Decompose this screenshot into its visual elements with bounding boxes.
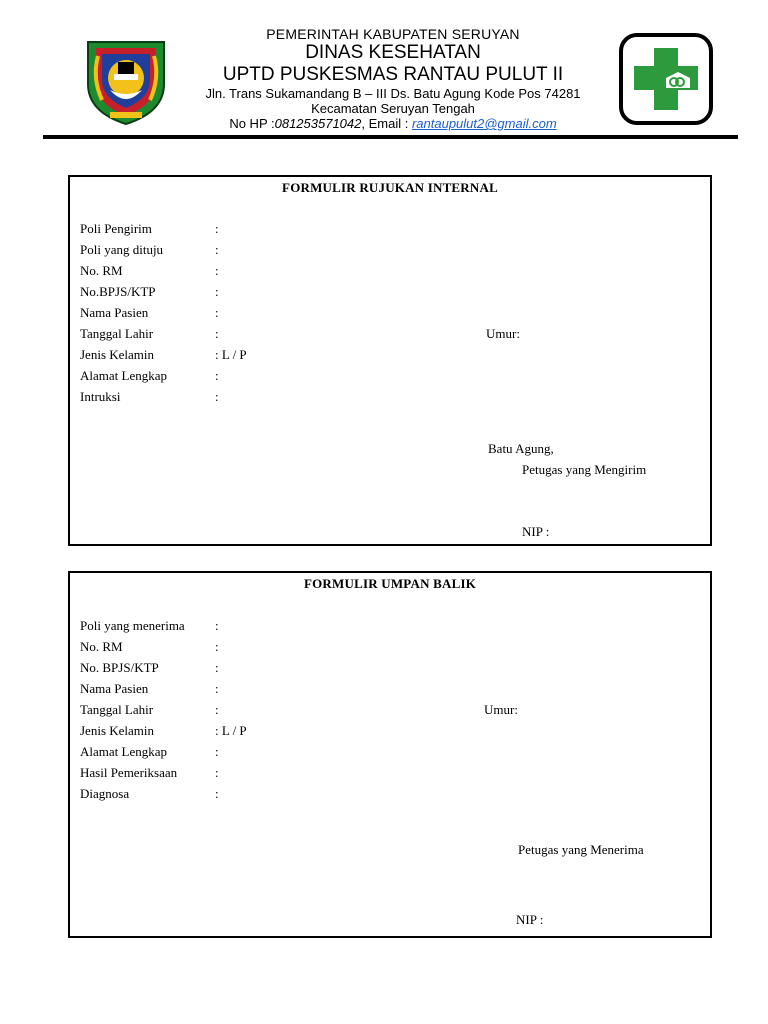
field-label: Diagnosa (80, 786, 130, 801)
field-label: Jenis Kelamin (80, 347, 155, 362)
field-value: : (215, 221, 219, 236)
letterhead (0, 0, 768, 140)
field-label: Poli yang dituju (80, 242, 164, 257)
field-label: No.BPJS/KTP (80, 284, 156, 299)
field-label: Nama Pasien (80, 681, 149, 696)
age-label: Umur: (486, 326, 520, 341)
field-label: Nama Pasien (80, 305, 149, 320)
field-label: Tanggal Lahir (80, 702, 154, 717)
field-value: : (215, 639, 219, 654)
field-label: Tanggal Lahir (80, 326, 154, 341)
feedback-form (68, 571, 712, 938)
field-value: : (215, 368, 219, 383)
regency-emblem-icon (80, 38, 172, 126)
feedback-form-title: FORMULIR UMPAN BALIK (303, 576, 477, 591)
field-value: : (215, 786, 219, 801)
field-value: : (215, 765, 219, 780)
field-label: No. RM (80, 639, 123, 654)
field-value: : (215, 618, 219, 633)
address-line-1: Jln. Trans Sukamandang B – III Ds. Batu Agung Kode Pos 74281 (205, 86, 581, 101)
puskesmas-cross-icon (618, 32, 714, 126)
email-link[interactable]: rantaupulut2@gmail.com (411, 116, 557, 131)
nip-label: NIP : (522, 524, 550, 539)
field-label: Alamat Lengkap (80, 368, 167, 383)
field-value: : (215, 326, 219, 341)
field-value: : (215, 389, 219, 404)
field-label: No. RM (80, 263, 123, 278)
field-label: Intruksi (80, 389, 121, 404)
field-label: Jenis Kelamin (80, 723, 155, 738)
field-value: : (215, 242, 219, 257)
field-value: : L / P (215, 347, 247, 362)
field-value: : (215, 681, 219, 696)
field-value: : (215, 263, 219, 278)
referral-form-title: FORMULIR RUJUKAN INTERNAL (282, 180, 498, 195)
field-label: Hasil Pemeriksaan (80, 765, 178, 780)
age-label: Umur: (484, 702, 518, 717)
field-label: Poli Pengirim (80, 221, 152, 236)
nip-label: NIP : (516, 912, 544, 927)
field-value: : (215, 305, 219, 320)
field-value: : (215, 744, 219, 759)
address-line-2: Kecamatan Seruyan Tengah (311, 101, 475, 116)
place-date: Batu Agung, (488, 441, 554, 456)
field-value: : (215, 660, 219, 675)
contact-line (170, 116, 616, 131)
phone-label: No HP : (229, 116, 275, 131)
sender-signature-label: Petugas yang Mengirim (522, 462, 647, 477)
unit-name: UPTD PUSKESMAS RANTAU PULUT II (222, 64, 564, 85)
email-label: , Email : (361, 116, 412, 131)
receiver-signature-label: Petugas yang Menerima (518, 842, 644, 857)
header-divider (43, 135, 738, 139)
government-name: PEMERINTAH KABUPATEN SERUYAN (266, 26, 520, 42)
field-label: No. BPJS/KTP (80, 660, 159, 675)
referral-form (68, 175, 712, 546)
phone-number: 081253571042 (274, 116, 362, 131)
field-value: : (215, 284, 219, 299)
department-name: DINAS KESEHATAN (305, 42, 481, 63)
field-value: : (215, 702, 219, 717)
field-label: Alamat Lengkap (80, 744, 167, 759)
field-value: : L / P (215, 723, 247, 738)
field-label: Poli yang menerima (80, 618, 185, 633)
